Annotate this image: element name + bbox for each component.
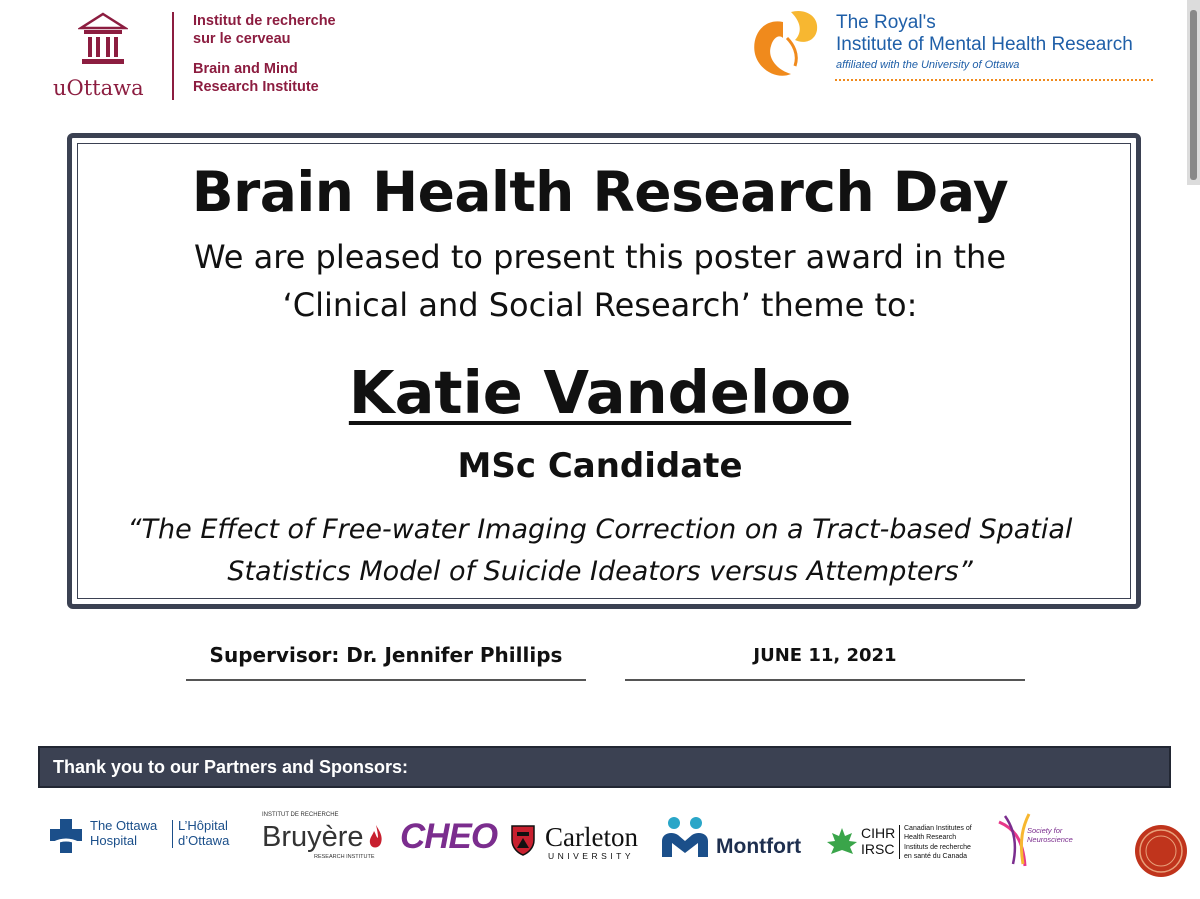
recipient-name: Katie Vandeloo bbox=[348, 358, 852, 427]
project-title-line1: “The Effect of Free-water Imaging Correction on a Tract-based Spatial bbox=[127, 514, 1073, 545]
cihr-fr: Instituts de recherche en santé du Canada bbox=[904, 844, 971, 860]
ottawa-hospital-cross-icon bbox=[48, 817, 84, 855]
certificate-line1: We are pleased to present this poster award in the bbox=[193, 238, 1006, 276]
cihr-logo bbox=[825, 822, 1000, 867]
uottawa-logo bbox=[48, 10, 348, 105]
supervisor-line bbox=[186, 679, 586, 681]
bruyere-wordmark: Bruyère bbox=[262, 821, 364, 853]
bruyere-top: INSTITUT DE RECHERCHE bbox=[262, 812, 339, 818]
scrollbar-thumb[interactable] bbox=[1190, 10, 1197, 180]
sponsors-banner bbox=[38, 746, 1171, 788]
ottawa-hospital-logo bbox=[48, 815, 248, 860]
sfn-text: Society for Neuroscience bbox=[1027, 826, 1073, 844]
carleton-shield-icon bbox=[510, 824, 536, 856]
recipient-degree: MSc Candidate bbox=[457, 446, 743, 486]
royals-line1: The Royal's bbox=[836, 12, 936, 33]
logo-divider bbox=[172, 12, 174, 100]
bruyere-bottom: RESEARCH INSTITUTE bbox=[314, 854, 375, 860]
royals-line2: Institute of Mental Health Research bbox=[836, 34, 1133, 55]
montfort-people-icon bbox=[660, 815, 710, 859]
project-title-line2: Statistics Model of Suicide Ideators versus Attempters” bbox=[227, 556, 973, 587]
ottawa-hospital-divider bbox=[172, 820, 173, 848]
cihr-divider bbox=[899, 825, 900, 859]
uottawa-building-icon bbox=[78, 12, 128, 68]
supervisor-label: Supervisor: Dr. Jennifer Phillips bbox=[209, 643, 563, 667]
royals-logo bbox=[745, 8, 1155, 88]
date-line bbox=[625, 679, 1025, 681]
royals-line3: affiliated with the University of Ottawa bbox=[836, 59, 1020, 71]
sponsors-banner-text: Thank you to our Partners and Sponsors: bbox=[53, 757, 409, 777]
cihr-leaf-icon bbox=[825, 826, 859, 860]
date-label: JUNE 11, 2021 bbox=[753, 645, 897, 666]
ottawa-hospital-en: The Ottawa Hospital bbox=[90, 818, 158, 848]
ottawa-hospital-fr: L’Hôpital d’Ottawa bbox=[178, 818, 230, 848]
bruyere-logo bbox=[262, 812, 392, 862]
award-seal-icon bbox=[1134, 824, 1188, 878]
montfort-wordmark: Montfort bbox=[716, 835, 802, 858]
certificate-title: Brain Health Research Day bbox=[191, 160, 1009, 224]
carleton-wordmark: Carleton bbox=[545, 822, 638, 852]
carleton-logo bbox=[510, 822, 655, 864]
uottawa-wordmark: uOttawa bbox=[53, 76, 144, 100]
montfort-logo bbox=[660, 815, 805, 860]
certificate-line2: ‘Clinical and Social Research’ theme to: bbox=[282, 286, 918, 324]
cihr-top: CIHR bbox=[861, 825, 896, 841]
sfn-logo bbox=[995, 812, 1085, 867]
butterfly-icon bbox=[747, 8, 827, 82]
carleton-sub: UNIVERSITY bbox=[548, 851, 635, 861]
cihr-bottom: IRSC bbox=[861, 841, 895, 857]
institute-name-en: Brain and Mind Research Institute bbox=[193, 61, 319, 95]
institute-name-fr: Institut de recherche sur le cerveau bbox=[193, 13, 336, 47]
cheo-logo: CHEO bbox=[400, 817, 498, 856]
cihr-en: Canadian Institutes of Health Research bbox=[904, 825, 972, 841]
flame-icon bbox=[368, 824, 384, 850]
dotted-divider bbox=[835, 79, 1153, 81]
